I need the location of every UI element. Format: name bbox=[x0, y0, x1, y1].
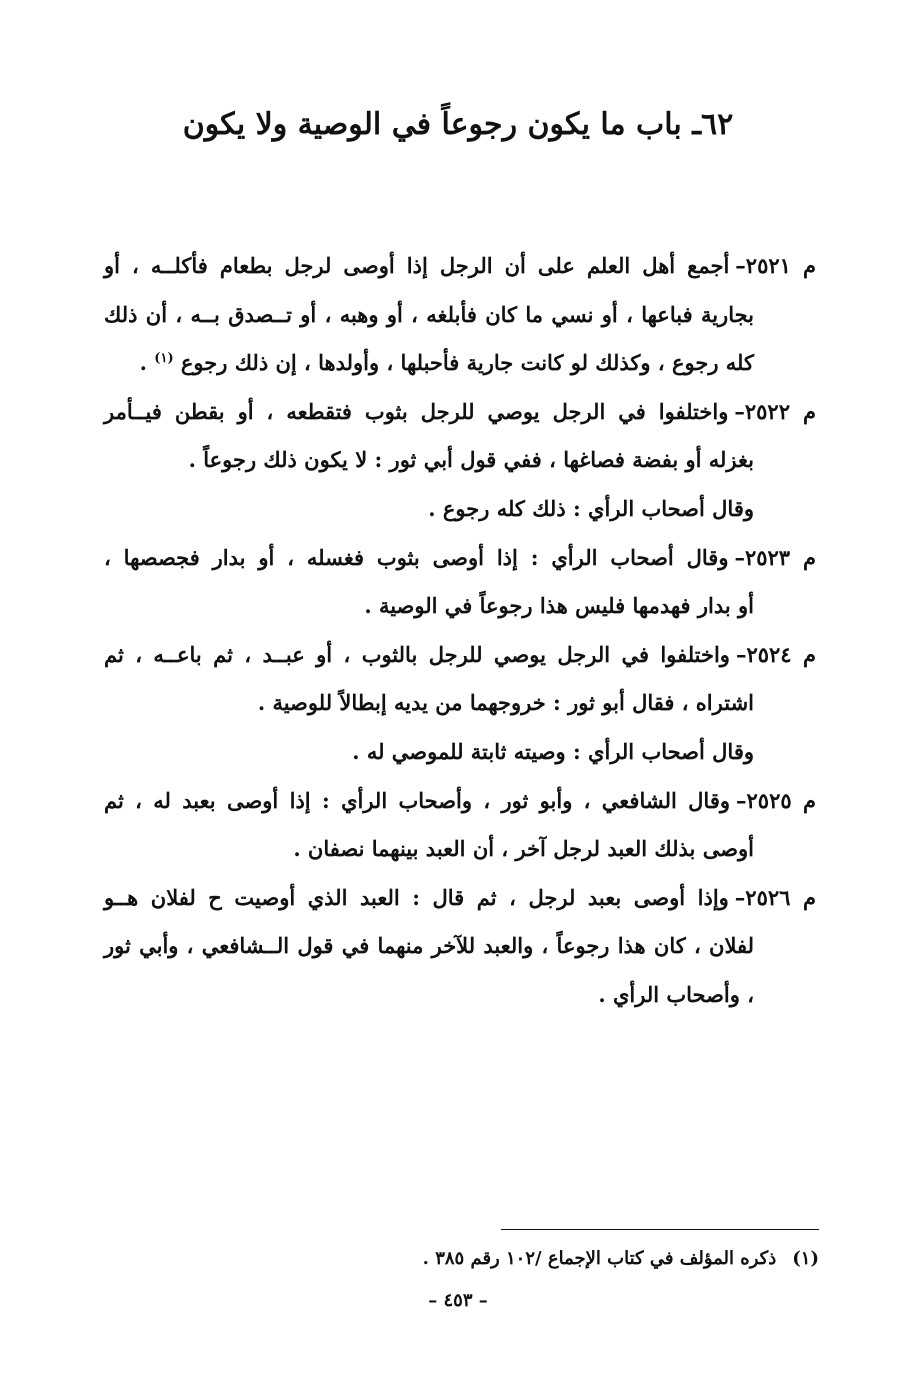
footnote-marker: (١) bbox=[792, 1248, 819, 1269]
entry-continuation-text: بجارية فباعها ، أو نسي ما كان فأبلغه ، أو وهبه ، أو تــصدق بــه ، أن ذلك كله رجوع ، وكذلك لو كانت جارية فأحبلها ، وأولدها ، إن ذلك رجوع bbox=[104, 301, 754, 376]
entry-note: وقال أصحاب الرأي : ذلك كله رجوع . bbox=[428, 495, 754, 521]
entry-first-line bbox=[104, 388, 816, 437]
entry-marker: م bbox=[802, 884, 816, 910]
entry-continuation bbox=[104, 291, 754, 388]
entry-first-line bbox=[104, 534, 816, 583]
entry-continuation: لفلان ، كان هذا رجوعاً ، والعبد للآخر منهما في قول الــشافعي ، وأبي ثور ، وأصحاب الرأي . bbox=[104, 933, 754, 1007]
entry-first-line-text: واختلفوا في الرجل يوصي للرجل بالثوب ، أو عبــد ، ثم باعــه ، ثم bbox=[104, 641, 730, 667]
entry-continuation: اشتراه ، فقال أبو ثور : خروجهما من يديه إبطالاً للوصية . bbox=[257, 690, 754, 716]
entry-first-line-text: وقال أصحاب الرأي : إذا أوصى بثوب فغسله ، أو بدار فجصصها ، bbox=[104, 544, 729, 570]
chapter-title: ٦٢ـ باب ما يكون رجوعاً في الوصية ولا يكون bbox=[182, 107, 734, 142]
entry-number: ٢٥٢٤– bbox=[735, 641, 792, 667]
entry-2524 bbox=[104, 631, 816, 777]
entry-number: ٢٥٢٢– bbox=[734, 398, 790, 424]
entry-2521 bbox=[104, 242, 816, 388]
footnote-divider bbox=[501, 1229, 819, 1230]
footnote bbox=[99, 1245, 819, 1273]
entry-2525 bbox=[104, 777, 816, 874]
entry-2526 bbox=[104, 874, 816, 1020]
entry-note: وقال أصحاب الرأي : وصيته ثابتة للموصي له . bbox=[352, 738, 754, 764]
entry-first-line bbox=[104, 874, 816, 923]
entry-end-punct: . bbox=[139, 350, 155, 376]
entry-marker: م bbox=[802, 398, 816, 424]
footnote-text: ذكره المؤلف في كتاب الإجماع /١٠٢ رقم ٣٨٥ . bbox=[422, 1248, 777, 1269]
entry-first-line bbox=[104, 242, 816, 291]
entry-marker: م bbox=[802, 641, 816, 667]
entry-number: ٢٥٢٥– bbox=[736, 787, 792, 813]
entry-number: ٢٥٢٣– bbox=[734, 544, 791, 570]
entry-first-line-text: وقال الشافعي ، وأبو ثور ، وأصحاب الرأي : إذا أوصى بعبد له ، ثم bbox=[104, 787, 731, 813]
page-number: – ٤٥٣ – bbox=[428, 1290, 488, 1311]
entries-list bbox=[104, 242, 816, 1020]
entry-2523 bbox=[104, 534, 816, 631]
entry-first-line-text: أجمع أهل العلم على أن الرجل إذا أوصى لرجل بطعام فأكلــه ، أو bbox=[104, 253, 730, 278]
entry-marker: م bbox=[802, 544, 816, 570]
entry-first-line bbox=[104, 777, 816, 826]
entry-first-line-text: وإذا أوصى بعبد لرجل ، ثم قال : العبد الذي أوصيت ح لفلان هــو bbox=[104, 884, 729, 910]
entry-marker: م bbox=[802, 787, 816, 813]
entry-2522 bbox=[104, 388, 816, 534]
entry-first-line-text: واختلفوا في الرجل يوصي للرجل بثوب فتقطعه ، أو بقطن فيــأمر bbox=[104, 398, 729, 424]
entry-marker: م bbox=[802, 253, 816, 278]
footnote-reference[interactable]: (١) bbox=[154, 351, 174, 367]
entry-continuation: بغزله أو بفضة فصاغها ، ففي قول أبي ثور : لا يكون ذلك رجوعاً . bbox=[188, 447, 754, 473]
entry-first-line bbox=[104, 631, 816, 680]
entry-continuation: أو بدار فهدمها فليس هذا رجوعاً في الوصية . bbox=[364, 593, 754, 619]
entry-continuation: أوصى بذلك العبد لرجل آخر ، أن العبد بينهما نصفان . bbox=[293, 836, 754, 862]
entry-number: ٢٥٢٦– bbox=[734, 884, 791, 910]
entry-number: ٢٥٢١– bbox=[735, 253, 791, 278]
